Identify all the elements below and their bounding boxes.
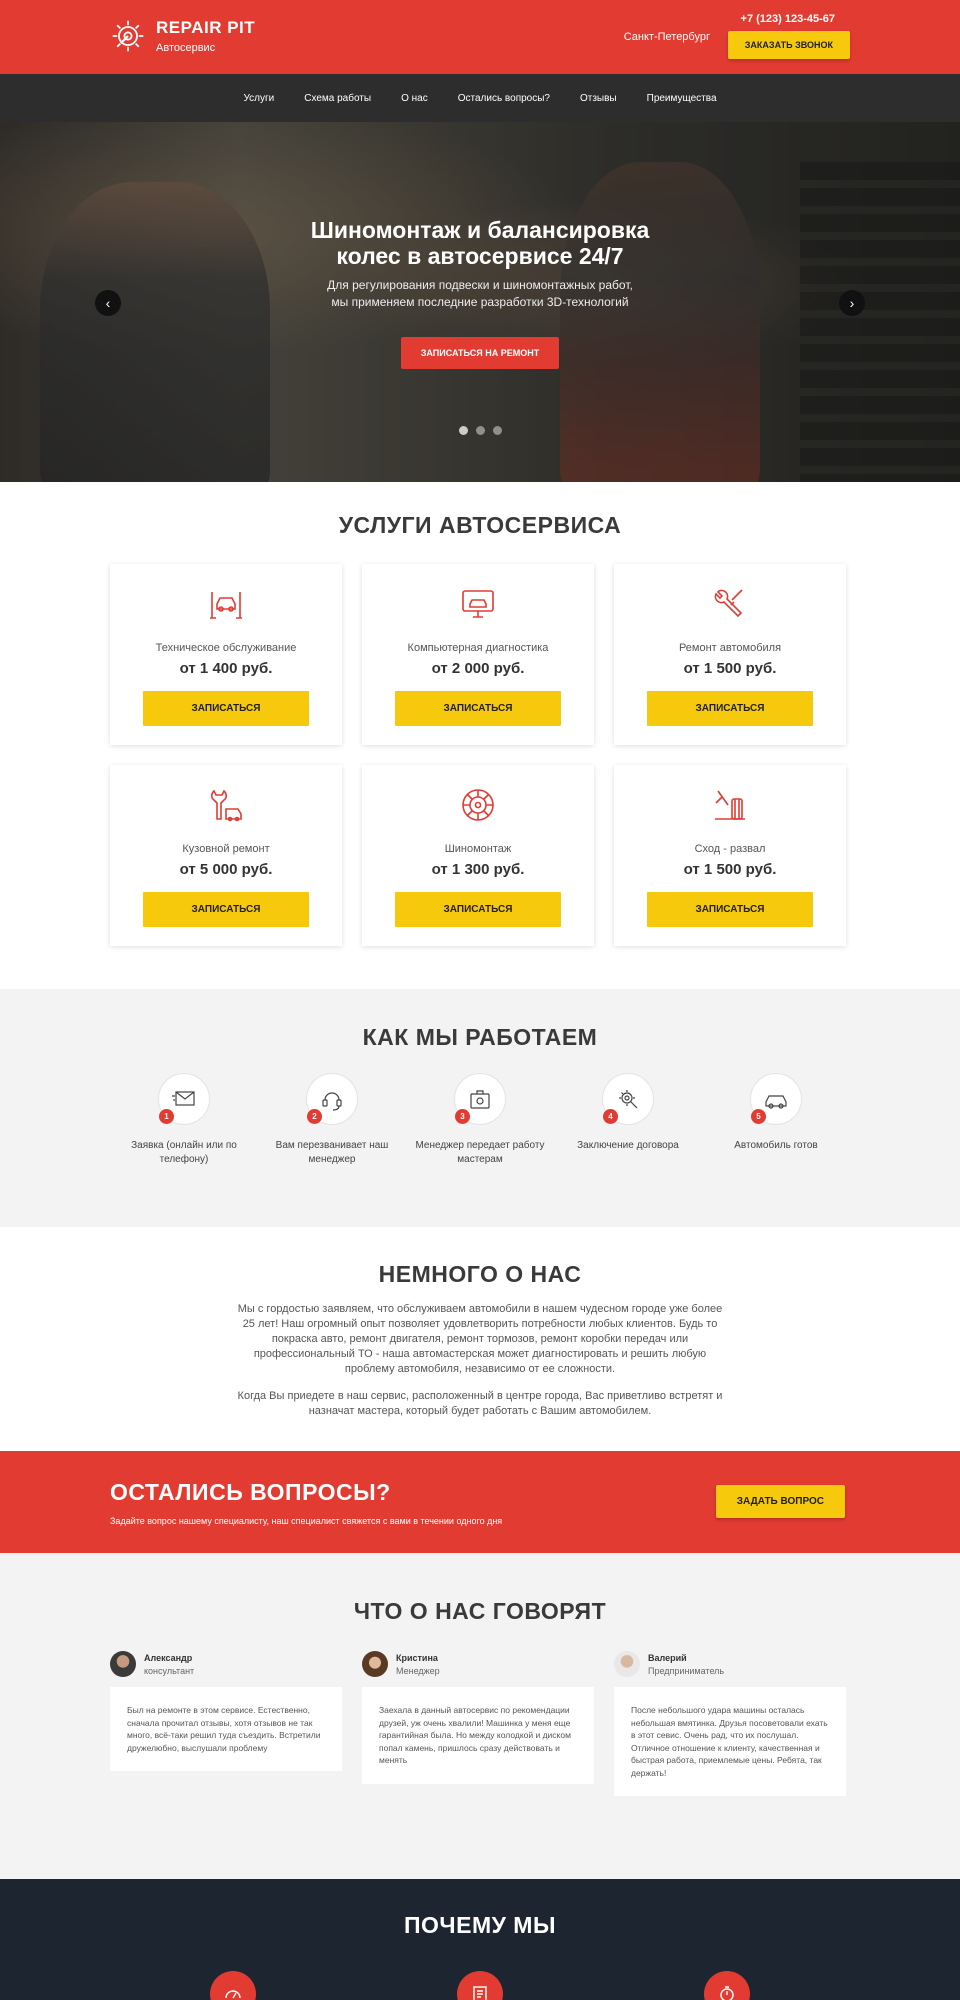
service-price: от 5 000 руб.: [179, 861, 273, 878]
service-card: [110, 564, 342, 745]
services-section: [0, 482, 960, 989]
service-card: [110, 765, 342, 946]
slider-dot[interactable]: [476, 426, 485, 435]
reviewer-name: Александр: [144, 1652, 193, 1663]
step-label: Менеджер передает работу мастерам: [415, 1140, 545, 1165]
workflow-section: [0, 989, 960, 1227]
review-text: Заехала в данный автосервис по рекомендации друзей, уж очень хвалили! Машинка у меня еще гарантийная была. Но между колодкой и диском попал камень, пришлось сразу действовать и менять: [362, 1687, 594, 1784]
service-name: Шиномонтаж: [444, 843, 512, 855]
service-price: от 1 400 руб.: [179, 660, 273, 677]
service-name: Кузовной ремонт: [182, 843, 270, 855]
step-number: 5: [751, 1109, 766, 1124]
service-card: [362, 564, 594, 745]
review-card: [362, 1651, 594, 1796]
workflow-steps: [110, 1073, 850, 1167]
service-book-button[interactable]: ЗАПИСАТЬСЯ: [395, 892, 561, 927]
book-repair-button[interactable]: ЗАПИСАТЬСЯ НА РЕМОНТ: [401, 337, 560, 369]
service-name: Компьютерная диагностика: [407, 642, 549, 654]
about-title: НЕМНОГО О НАС: [378, 1261, 582, 1287]
main-nav: [0, 74, 960, 122]
logo-subtitle: Автосервис: [156, 42, 216, 54]
logo-title: REPAIR PIT: [156, 18, 256, 37]
nav-item-about[interactable]: О нас: [401, 92, 428, 104]
review-header: [110, 1651, 342, 1677]
service-name: Ремонт автомобиля: [678, 642, 782, 654]
hero-subtitle-line1: Для регулирования подвески и шиномонтажных работ,: [327, 278, 633, 292]
slider-dot[interactable]: [493, 426, 502, 435]
wrench-screwdriver-icon: [712, 586, 748, 622]
why-us-section: [0, 1879, 960, 2000]
workflow-step: [702, 1073, 850, 1167]
reviewer-role: Менеджер: [396, 1665, 440, 1676]
service-book-button[interactable]: ЗАПИСАТЬСЯ: [647, 892, 813, 927]
hero-title: [0, 217, 960, 269]
review-header: [614, 1651, 846, 1677]
nav-item-services[interactable]: Услуги: [243, 92, 275, 104]
order-call-button[interactable]: ЗАКАЗАТЬ ЗВОНОК: [728, 31, 850, 59]
workflow-title: КАК МЫ РАБОТАЕМ: [362, 1024, 598, 1050]
top-header: [0, 0, 960, 74]
computer-diagnostics-icon: [460, 586, 496, 622]
about-section: [0, 1227, 960, 1451]
hero-title-line1: Шиномонтаж и балансировка: [310, 217, 650, 243]
review-text: После небольшого удара машины осталась небольшая вмятинка. Друзья посоветовали ехать в этот севис. Очень рад, что их послушал. Отличное отношение к клиенту, качественная и быстрая работа, приемлемые цены. Ребята, так держать!: [614, 1687, 846, 1796]
step-label: Автомобиль готов: [734, 1140, 818, 1151]
workflow-step: [110, 1073, 258, 1167]
about-paragraph-2: Когда Вы приедете в наш сервис, расположенный в центре города, Вас приветливо встретят и назначат мастера, который будет работать с Вашим автомобилем.: [237, 1390, 723, 1417]
services-grid: [110, 564, 850, 946]
about-paragraph-1: Мы с гордостью заявляем, что обслуживаем автомобили в нашем чудесном городе уже более 25 лет! Наш огромный опыт позволяет удовлетворить потребности любых клиентов. Будь то покраска авто, ремонт двигателя, ремонт тормозов, ремонт коробки передач или профессиональный ТО - наша автомастерская может диагностировать и решить любую проблему автомобиля, независимо от ее сложности.: [237, 1303, 723, 1375]
service-card: [614, 564, 846, 745]
service-price: от 1 300 руб.: [431, 861, 525, 878]
slider-dot[interactable]: [459, 426, 468, 435]
tire-icon: [460, 787, 496, 823]
service-book-button[interactable]: ЗАПИСАТЬСЯ: [143, 892, 309, 927]
service-price: от 1 500 руб.: [683, 660, 777, 677]
hero-title-line2: колес в автосервисе 24/7: [336, 243, 624, 269]
phone-number[interactable]: +7 (123) 123-45-67: [740, 13, 835, 25]
step-icon-circle: [454, 1073, 506, 1125]
service-book-button[interactable]: ЗАПИСАТЬСЯ: [647, 691, 813, 726]
hero-content: [0, 217, 960, 369]
step-number: 4: [603, 1109, 618, 1124]
service-name: Техническое обслуживание: [155, 642, 297, 654]
nav-item-questions[interactable]: Остались вопросы?: [457, 92, 550, 104]
step-label: Заключение договора: [577, 1140, 679, 1151]
document-icon: [457, 1971, 503, 2000]
logo[interactable]: [110, 18, 255, 54]
service-price: от 2 000 руб.: [431, 660, 525, 677]
workflow-step: [554, 1073, 702, 1167]
reviewer-name: Валерий: [648, 1652, 687, 1663]
questions-title: ОСТАЛИСЬ ВОПРОСЫ?: [110, 1479, 391, 1505]
gear-wrench-logo-icon: [110, 18, 146, 54]
wheel-alignment-icon: [712, 787, 748, 823]
service-card: [362, 765, 594, 946]
review-card: [110, 1651, 342, 1796]
step-number: 2: [307, 1109, 322, 1124]
hero-subtitle: [0, 277, 960, 311]
step-label: Заявка (онлайн или по телефону): [131, 1140, 237, 1165]
avatar: [614, 1651, 640, 1677]
speedometer-icon: [210, 1971, 256, 2000]
workflow-step: [406, 1073, 554, 1167]
step-icon-circle: [750, 1073, 802, 1125]
chevron-left-icon[interactable]: ‹: [95, 290, 121, 316]
service-name: Сход - развал: [694, 843, 766, 855]
review-text: Был на ремонте в этом сервисе. Естественно, сначала прочитал отзывы, хотя отзывов не так много, всё-таки решил туда съездить. Встретили дружелюбно, выслушали проблему: [110, 1687, 342, 1771]
service-card: [614, 765, 846, 946]
review-card: [614, 1651, 846, 1796]
services-title: УСЛУГИ АВТОСЕРВИСА: [338, 512, 622, 538]
review-header: [362, 1651, 594, 1677]
reviews-section: [0, 1553, 960, 1879]
step-icon-circle: [158, 1073, 210, 1125]
gear-search-icon: [615, 1086, 641, 1112]
service-book-button[interactable]: ЗАПИСАТЬСЯ: [143, 691, 309, 726]
timer-icon: [704, 1971, 750, 2000]
reviews-grid: [110, 1651, 850, 1796]
reviewer-role: Предприниматель: [648, 1665, 725, 1676]
why-us-title: ПОЧЕМУ МЫ: [404, 1912, 556, 1938]
why-us-icons: [210, 1971, 750, 2000]
chevron-right-icon[interactable]: ›: [839, 290, 865, 316]
hero-slider: [0, 122, 960, 482]
slider-dots: [0, 426, 960, 435]
step-icon-circle: [306, 1073, 358, 1125]
avatar: [362, 1651, 388, 1677]
questions-banner: [0, 1451, 960, 1553]
service-book-button[interactable]: ЗАПИСАТЬСЯ: [395, 691, 561, 726]
questions-subtitle: Задайте вопрос нашему специалисту, наш специалист свяжется с вами в течении одного дня: [110, 1516, 503, 1526]
car-icon: [763, 1086, 789, 1112]
step-number: 1: [159, 1109, 174, 1124]
workflow-step: [258, 1073, 406, 1167]
step-number: 3: [455, 1109, 470, 1124]
mail-icon: [171, 1086, 197, 1112]
nav-item-reviews[interactable]: Отзывы: [579, 92, 617, 104]
car-lift-icon: [208, 586, 244, 622]
service-price: от 1 500 руб.: [683, 861, 777, 878]
step-icon-circle: [602, 1073, 654, 1125]
body-repair-icon: [208, 787, 244, 823]
nav-item-workflow[interactable]: Схема работы: [304, 92, 372, 104]
toolbox-icon: [467, 1086, 493, 1112]
nav-item-advantages[interactable]: Преимущества: [646, 92, 717, 104]
reviewer-role: консультант: [144, 1665, 195, 1676]
step-label: Вам перезванивает наш менеджер: [275, 1140, 389, 1165]
reviewer-name: Кристина: [396, 1652, 438, 1663]
reviews-title: ЧТО О НАС ГОВОРЯТ: [353, 1598, 607, 1624]
hero-subtitle-line2: мы применяем последние разработки 3D-технологий: [331, 295, 629, 309]
headset-icon: [319, 1086, 345, 1112]
avatar: [110, 1651, 136, 1677]
city-label: Санкт-Петербург: [623, 31, 710, 43]
ask-question-button[interactable]: ЗАДАТЬ ВОПРОС: [716, 1485, 845, 1518]
